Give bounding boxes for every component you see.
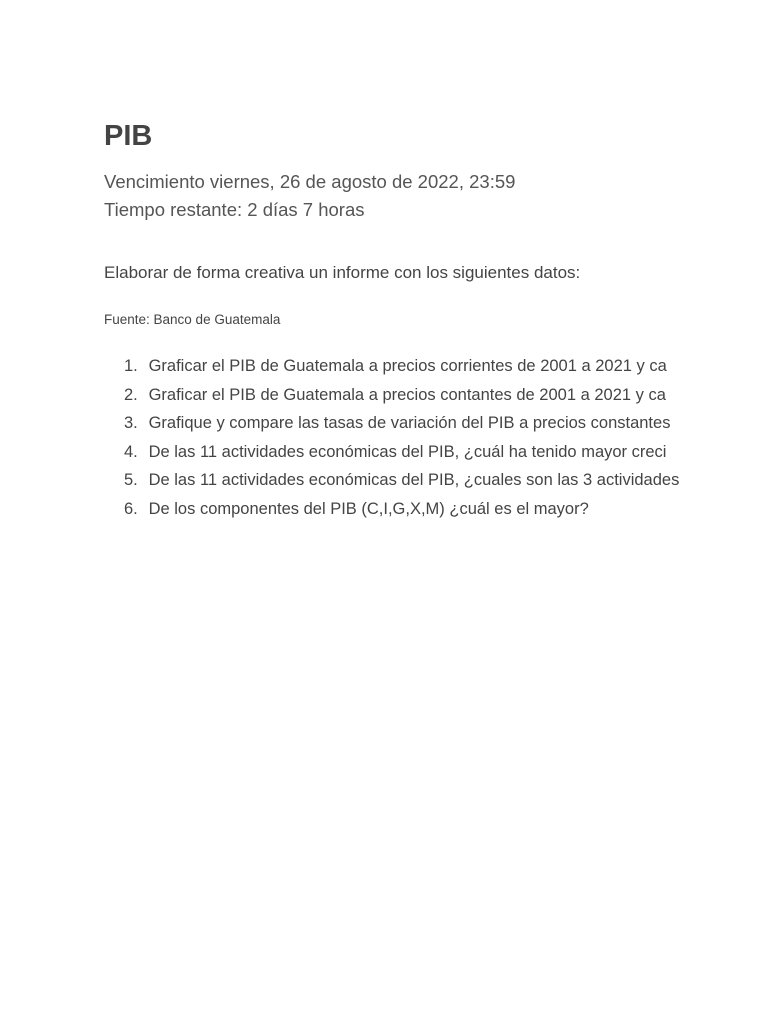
page-title: PIB: [104, 120, 153, 152]
list-item-number: 1.: [124, 357, 138, 375]
source-note: Fuente: Banco de Guatemala: [104, 312, 281, 327]
list-item-text: Graficar el PIB de Guatemala a precios contantes de 2001 a 2021 y ca: [148, 385, 666, 404]
list-item-number: 4.: [124, 442, 138, 461]
time-remaining: Tiempo restante: 2 días 7 horas: [104, 199, 365, 220]
intro-text: Elaborar de forma creativa un informe con los siguientes datos:: [104, 263, 581, 282]
list-item: [104, 352, 704, 381]
list-item: [104, 495, 704, 524]
list-item-number: 5.: [124, 471, 138, 489]
list-item-text: De las 11 actividades económicas del PIB, ¿cuál ha tenido mayor creci: [148, 442, 667, 461]
list-item-text: De las 11 actividades económicas del PIB, ¿cuales son las 3 actividades: [148, 471, 680, 489]
due-date: Vencimiento viernes, 26 de agosto de 2022, 23:59: [104, 171, 516, 192]
list-item-text: Grafique y compare las tasas de variación del PIB a precios constantes: [148, 414, 671, 432]
list-item: [104, 466, 704, 495]
list-item-text: De los componentes del PIB (C,I,G,X,M) ¿cuál es el mayor?: [148, 499, 589, 518]
list-item: [104, 409, 704, 438]
due-info: [104, 168, 515, 224]
list-item-number: 6.: [124, 499, 138, 518]
task-list: [104, 352, 704, 523]
assignment-page: [104, 0, 704, 1024]
list-item: [104, 438, 704, 467]
list-item-number: 3.: [124, 414, 138, 432]
list-item: [104, 381, 704, 410]
list-item-text: Graficar el PIB de Guatemala a precios corrientes de 2001 a 2021 y ca: [148, 357, 667, 375]
list-item-number: 2.: [124, 385, 138, 404]
